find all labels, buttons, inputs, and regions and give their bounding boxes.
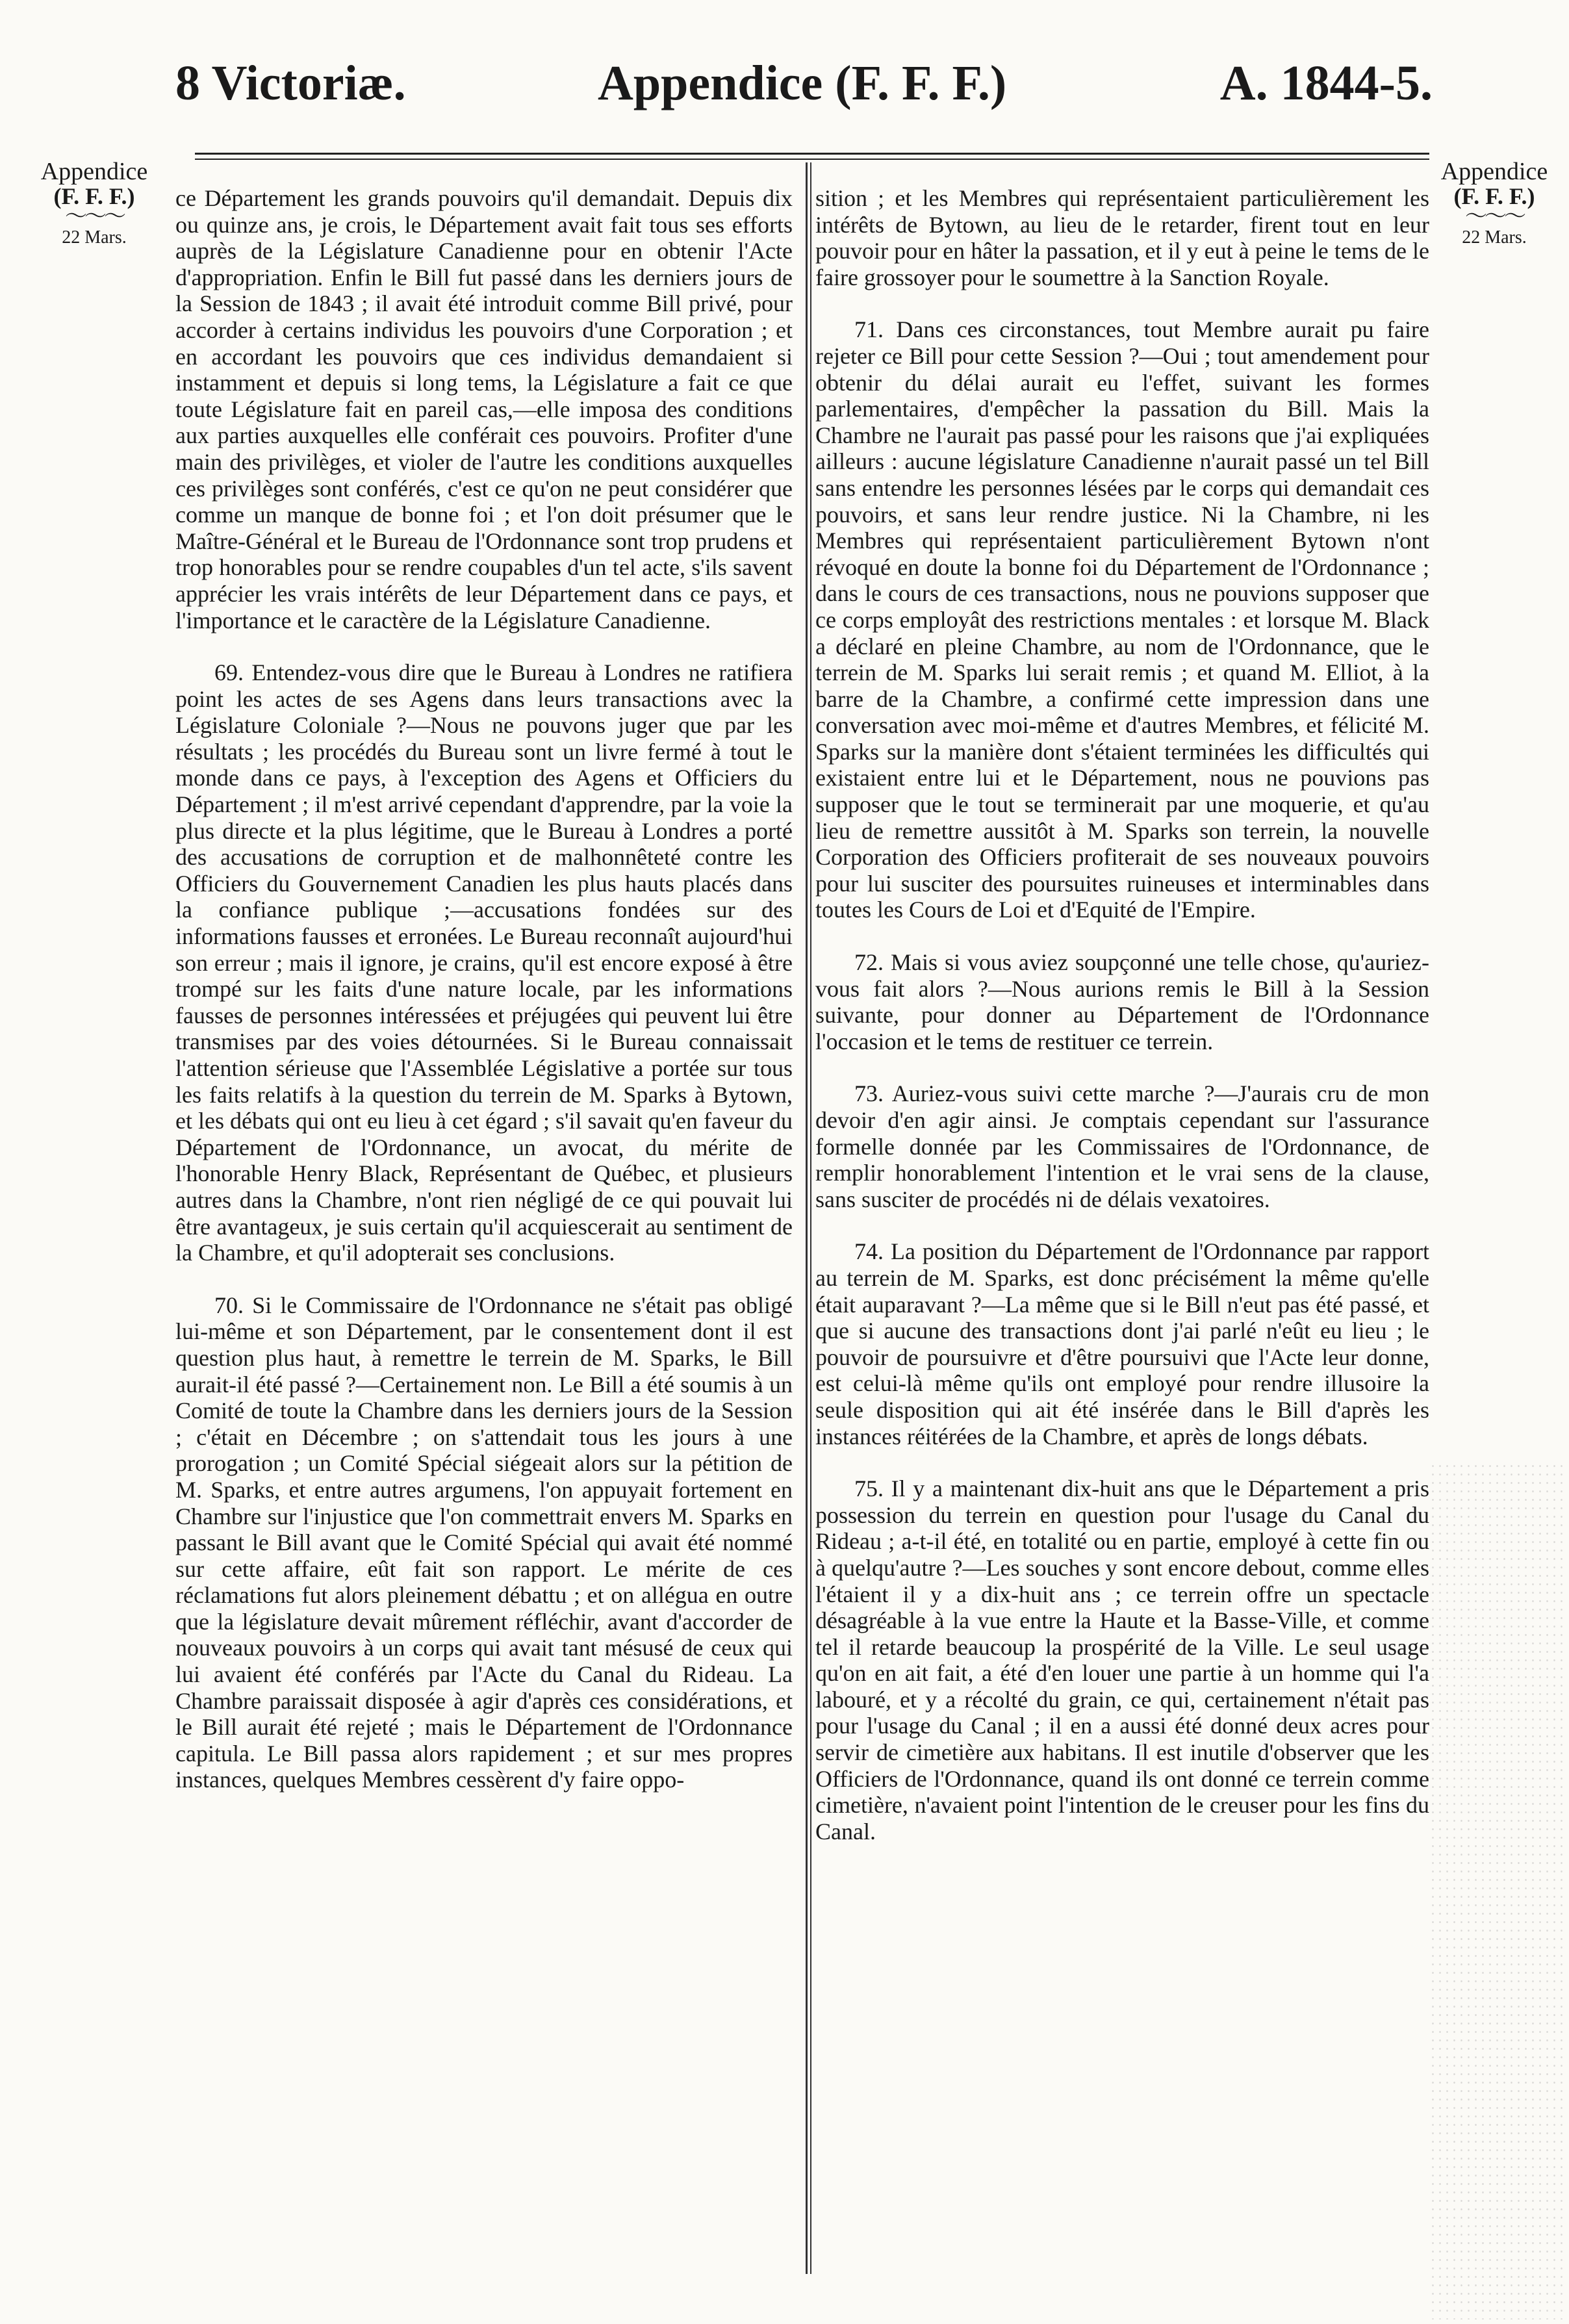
- paragraph-70: 70. Si le Commissaire de l'Ordonnance ne s'était pas obligé lui-même et son Département, par le consentement dont il est question plus haut, à remettre le terrein de M. Sparks, le Bill aurait-il été passé ?—Certainement non. Le Bill a été soumis à un Comité de toute la Chambre dans les derniers jours de la Session ; c'était en Décembre ; on s'attendait tous les jours à une prorogation ; un Comité Spécial siégeait alors sur la pétition de M. Sparks, et entre autres argumens, l'on appuyait fortement en Chambre sur l'injustice que l'on commettrait envers M. Sparks en passant le Bill avant que le Comité Spécial qui avait été nommé sur cette affaire, eût fait son rapport. Le mérite de ces réclamations fut alors pleinement débattu ; et on allégua en outre que la législature devait mûrement réfléchir, avant d'accorder de nouveaux pouvoirs à un corps qui avait tant mésusé de ceux qui lui avaient été conférés par l'Acte du Canal du Rideau. La Chambre paraissait disposée à agir d'après ces considérations, et le Bill aurait été rejeté ; mais le Département de l'Ordonnance capitula. Le Bill passa alors rapidement ; et sur mes propres instances, quelques Membres cessèrent d'y faire oppo-: [175, 1292, 793, 1793]
- column-divider: [806, 162, 808, 2274]
- paragraph-72: 72. Mais si vous aviez soupçonné une telle chose, qu'auriez-vous fait alors ?—Nous aurions remis le Bill à la Session suivante, pour donner au Département de l'Ordonnance l'occasion et le tems de restituer ce terrein.: [815, 949, 1429, 1054]
- left-text-column: [175, 185, 793, 1819]
- paragraph-71: 71. Dans ces circonstances, tout Membre aurait pu faire rejeter ce Bill pour cette Session ?—Oui ; tout amendement pour obtenir du délai aurait eu l'effet, suivant les formes parlementaires, d'empêcher la passation du Bill. Mais la Chambre ne l'aurait pas passé pour les raisons que j'ai expliquées ailleurs : aucune législature Canadienne n'aurait passé un tel Bill sans entendre les personnes lésées par le corps qui demandait ces pouvoirs, et sans leur rendre justice. Ni la Chambre, ni les Membres qui représentaient particulièrement Bytown n'ont révoqué en doute la bonne foi du Département de l'Ordonnance ; dans le cours de ces transactions, nous ne pouvions supposer que ce corps employât des restrictions mentales : et lorsque M. Black a déclaré en pleine Chambre, au nom de l'Ordonnance, que le terrein de M. Sparks lui serait remis ; et quand M. Elliot, à la barre de la Chambre, a confirmé cette impression dans une conversation avec moi-même et d'autres Membres, et félicité M. Sparks sur la manière dont s'étaient terminées les difficultés qui existaient entre lui et le Département, nous ne pouvions pas supposer que le tout se terminerait par une moquerie, et qu'au lieu de remettre aussitôt à M. Sparks son terrein, la nouvelle Corporation des Officiers profiterait de ses nouveaux pouvoirs pour lui susciter des poursuites ruineuses et interminables dans toutes les Cours de Loi et d'Equité de l'Empire.: [815, 316, 1429, 923]
- margin-note-appendix-code: (F. F. F.): [53, 183, 135, 209]
- paragraph-75: 75. Il y a maintenant dix-huit ans que le Département a pris possession du terrein en question pour l'usage du Canal du Rideau ; a-t-il été, en totalité ou en partie, employé à cette fin ou à quelqu'autre ?—Les souches y sont encore debout, comme elles l'étaient il y a dix-huit ans ; ce terrein offre un spectacle désagréable à la vue entre la Haute et la Basse-Ville, et comme tel il retarde beaucoup la prospérité de la Ville. Le seul usage qu'on en ait fait, a été d'en louer une partie à un homme qui l'a labouré, et y a récolté du grain, ce qui, certainement n'était pas pour l'usage du Canal ; il en a aussi été donné deux acres pour servir de cimetière aux habitans. Il est inutile d'observer que les Officiers de l'Ordonnance, quand ils ont donné ce terrein comme cimetière, n'avaient point l'intention de le creuser pour les fins du Canal.: [815, 1475, 1429, 1845]
- page-header: [175, 55, 1433, 127]
- margin-note-appendix-code: (F. F. F.): [1453, 183, 1535, 209]
- margin-note-title: Appendice: [40, 158, 148, 185]
- paper-stain: [1429, 1462, 1566, 2319]
- paragraph-74: 74. La position du Département de l'Ordonnance par rapport au terrein de M. Sparks, est donc précisément la même qu'elle était auparavant ?—La même que si le Bill n'eut pas été passé, et que si aucune des transactions dont j'ai parlé n'eût eu lieu ; le pouvoir de poursuivre et d'être poursuivi que l'Acte leur donne, est celui-là même qu'ils ont employé pour rendre illusoire la seule disposition qui ait été insérée dans le Bill d'après les instances réitérées de la Chambre, et après de longs débats.: [815, 1238, 1429, 1449]
- paragraph-continuation: ce Département les grands pouvoirs qu'il demandait. Depuis dix ou quinze ans, je crois, le Département avait fait tous ses efforts auprès de la Législature Canadienne pour en obtenir l'Acte d'appropriation. Enfin le Bill fut passé dans les derniers jours de la Session de 1843 ; il avait été introduit comme Bill privé, pour accorder à certains individus les pouvoirs d'une Corporation ; et en accordant les pouvoirs que ces individus demandaient si instamment et depuis si long tems, la Législature a fait ce que toute Législature fait en pareil cas,—elle imposa des conditions aux parties auxquelles elle conférait ces pouvoirs. Profiter d'une main des privilèges, et violer de l'autre les conditions auxquelles ces privilèges sont conférés, c'est ce qu'on ne peut considérer que comme un manque de bonne foi ; et l'on doit présumer que le Maître-Général et le Bureau de l'Ordonnance sont trop prudens et trop honorables pour se rendre coupables d'un tel acte, s'ils savent apprécier les vrais intérêts de leur Département dans ce pays, et l'importance et le caractère de la Législature Canadienne.: [175, 185, 793, 633]
- paragraph-73: 73. Auriez-vous suivi cette marche ?—J'aurais cru de mon devoir d'en agir ainsi. Je comptais cependant sur l'assurance formelle donnée par les Commissaires de l'Ordonnance, de remplir honorablement l'intention et le vrai sens de la clause, sans susciter de procédés ni de délais vexatoires.: [815, 1080, 1429, 1212]
- margin-note-right: [1426, 159, 1563, 250]
- header-appendix-title: Appendice (F. F. F.): [598, 56, 1007, 110]
- header-regnal-year: 8 Victoriæ.: [175, 56, 406, 110]
- header-rule-thin: [195, 159, 1429, 160]
- margin-note-left: [26, 159, 162, 250]
- flourish-ornament-icon: 〜〜〜: [1465, 205, 1524, 229]
- margin-note-date: 22 Mars.: [1462, 227, 1527, 248]
- column-divider-secondary: [810, 162, 811, 2274]
- flourish-ornament-icon: 〜〜〜: [65, 205, 123, 229]
- margin-note-date: 22 Mars.: [62, 227, 127, 248]
- paragraph-continuation: sition ; et les Membres qui représentaient particulièrement les intérêts de Bytown, au lieu de le retarder, firent tout en leur pouvoir pour en hâter la passation, et il y eut à peine le tems de le faire grossoyer pour le soumettre à la Sanction Royale.: [815, 185, 1429, 290]
- header-rule-thick: [195, 153, 1429, 155]
- paragraph-69: 69. Entendez-vous dire que le Bureau à Londres ne ratifiera point les actes de ses Agens dans leurs transactions avec la Législature Coloniale ?—Nous ne pouvons juger que par les résultats ; les procédés du Bureau sont un livre fermé à tout le monde dans ce pays, à l'exception des Agens et Officiers du Département ; il m'est arrivé cependant d'apprendre, par la voie la plus directe et la plus légitime, que le Bureau à Londres a porté des accusations de corruption et de malhonnêteté contre les Officiers du Gouvernement Canadien les plus hauts placés dans la confiance publique ;—accusations fondées sur des informations fausses et erronées. Le Bureau reconnaît aujourd'hui son erreur ; mais il ignore, je crains, qu'il est encore exposé à être trompé sur les faits d'une nature locale, par les informations fausses de personnes intéressées et préjugées qui peuvent lui être transmises par des voies détournées. Si le Bureau connaissait l'attention sérieuse que l'Assemblée Législative a portée sur tous les faits relatifs à la question du terrein de M. Sparks à Bytown, et les débats qui ont eu lieu à cet égard ; s'il savait qu'en faveur du Département de l'Ordonnance, un avocat, du mérite de l'honorable Henry Black, Représentant de Québec, et plusieurs autres dans la Chambre, n'ont rien négligé de ce qui pouvait lui être avantageux, je suis certain qu'il acquiescerait au sentiment de la Chambre, et qu'il adopterait ses conclusions.: [175, 659, 793, 1266]
- right-text-column: [815, 185, 1429, 1871]
- header-session-year: A. 1844-5.: [1219, 56, 1433, 110]
- margin-note-title: Appendice: [1440, 158, 1548, 185]
